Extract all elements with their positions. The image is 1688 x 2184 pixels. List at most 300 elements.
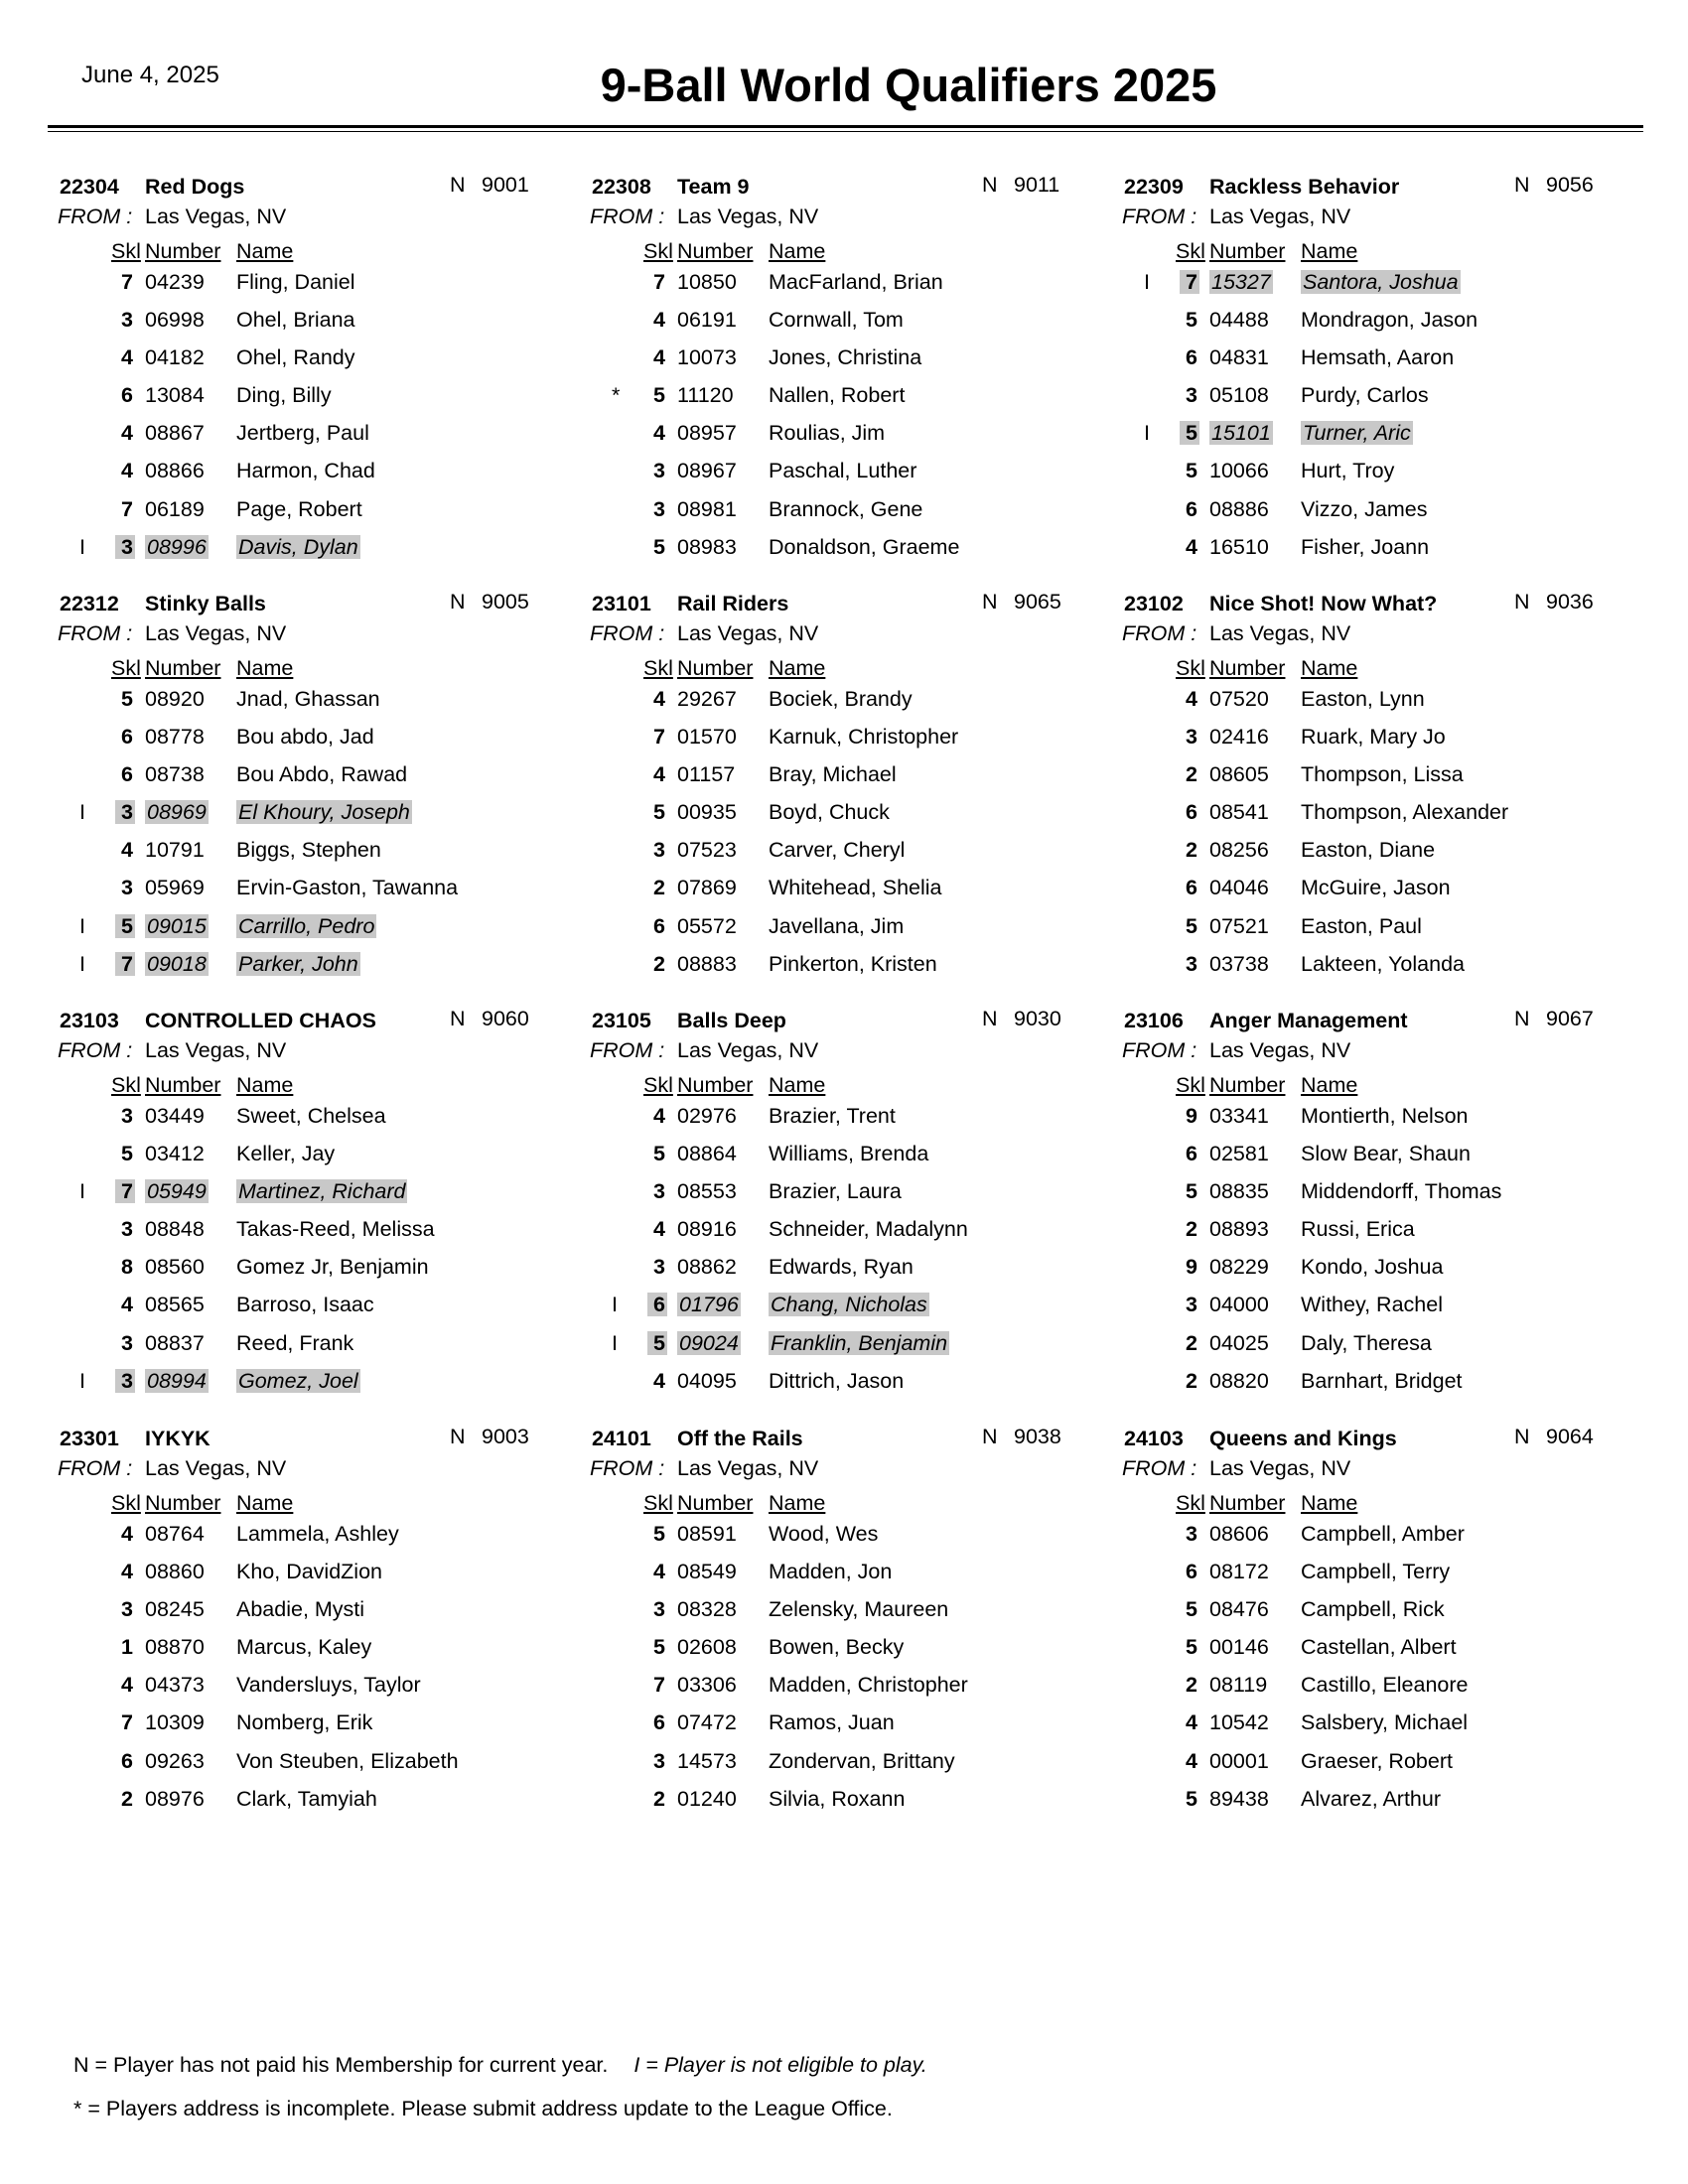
from-label: FROM : <box>1122 1456 1197 1480</box>
player-skill: 4 <box>121 459 133 483</box>
player-name: El Khoury, Joseph <box>238 800 410 825</box>
from-city: Las Vegas, NV <box>145 1456 287 1480</box>
player-row <box>1124 1749 1640 1787</box>
player-skill: 3 <box>1186 383 1197 408</box>
player-name: Karnuk, Christopher <box>769 725 959 750</box>
team-from <box>60 1038 457 1066</box>
player-skill: 2 <box>653 951 665 976</box>
player-number: 08957 <box>677 421 737 446</box>
team-header <box>1124 1427 1640 1456</box>
player-row <box>60 535 576 573</box>
from-city: Las Vegas, NV <box>677 1038 819 1062</box>
column-headers <box>60 656 457 682</box>
column-headers <box>1124 1491 1521 1517</box>
player-number: 16510 <box>1209 534 1269 559</box>
player-row <box>1124 421 1640 459</box>
team-from <box>60 1456 457 1484</box>
from-city: Las Vegas, NV <box>1209 1456 1351 1480</box>
player-name: Castillo, Eleanore <box>1301 1673 1469 1698</box>
player-number: 04182 <box>145 345 205 370</box>
player-number: 06998 <box>145 308 205 333</box>
player-row <box>592 1560 1108 1597</box>
player-name: Brannock, Gene <box>769 496 923 521</box>
player-name: Brazier, Trent <box>769 1104 896 1128</box>
player-number: 08591 <box>677 1522 737 1546</box>
player-number: 08981 <box>677 496 737 521</box>
column-headers <box>60 1491 457 1517</box>
player-skill: 7 <box>121 1710 133 1735</box>
team-header <box>592 1427 1108 1456</box>
skill-header: Skl <box>111 239 141 263</box>
player-number: 89438 <box>1209 1786 1269 1811</box>
team-from <box>1124 621 1521 649</box>
column-headers <box>1124 656 1521 682</box>
player-name: Jertberg, Paul <box>236 421 369 446</box>
player-skill: 3 <box>1186 725 1197 750</box>
player-list <box>592 1522 1108 1825</box>
player-flag: I <box>612 1330 618 1355</box>
player-skill: 6 <box>1186 496 1197 521</box>
player-skill: 4 <box>653 1560 665 1584</box>
player-name: Zondervan, Brittany <box>769 1748 955 1773</box>
player-skill: 7 <box>115 1179 135 1203</box>
player-flag: I <box>79 534 85 559</box>
team-division-number: 9065 <box>1014 590 1061 614</box>
from-city: Las Vegas, NV <box>1209 1038 1351 1062</box>
player-list <box>1124 1104 1640 1407</box>
player-number: 08916 <box>677 1217 737 1242</box>
player-skill: 6 <box>121 762 133 787</box>
player-skill: 6 <box>121 1748 133 1773</box>
player-list <box>592 270 1108 573</box>
name-header: Name <box>1301 1491 1358 1515</box>
player-row <box>592 1293 1108 1330</box>
player-row <box>1124 725 1640 762</box>
player-row <box>60 838 576 876</box>
player-row <box>60 762 576 800</box>
team-name: Stinky Balls <box>145 592 266 615</box>
skill-header: Skl <box>1176 1491 1205 1515</box>
player-skill: 7 <box>115 952 135 976</box>
player-skill: 4 <box>653 687 665 711</box>
player-number: 08920 <box>145 687 205 711</box>
player-name: Slow Bear, Shaun <box>1301 1142 1471 1166</box>
player-name: Clark, Tamyiah <box>236 1786 377 1811</box>
player-number: 08976 <box>145 1786 205 1811</box>
player-skill: 1 <box>121 1635 133 1660</box>
player-skill: 5 <box>1180 421 1199 445</box>
from-label: FROM : <box>58 1038 133 1062</box>
number-header: Number <box>145 1073 221 1097</box>
player-row <box>1124 838 1640 876</box>
player-name: Bou Abdo, Rawad <box>236 762 408 787</box>
player-row <box>1124 1560 1640 1597</box>
player-number: 04373 <box>145 1673 205 1698</box>
name-header: Name <box>236 1073 294 1097</box>
player-name: Donaldson, Graeme <box>769 534 960 559</box>
player-number: 05108 <box>1209 383 1269 408</box>
player-name: Russi, Erica <box>1301 1217 1415 1242</box>
team-from <box>592 1456 989 1484</box>
player-list <box>592 1104 1108 1407</box>
player-number: 00146 <box>1209 1635 1269 1660</box>
player-skill: 7 <box>653 725 665 750</box>
player-skill: 4 <box>121 421 133 446</box>
player-row <box>592 1255 1108 1293</box>
team-header <box>1124 1009 1640 1038</box>
from-label: FROM : <box>1122 621 1197 645</box>
player-number: 08893 <box>1209 1217 1269 1242</box>
name-header: Name <box>1301 239 1358 263</box>
player-name: Alvarez, Arthur <box>1301 1786 1441 1811</box>
player-name: Lakteen, Yolanda <box>1301 951 1465 976</box>
player-skill: 9 <box>1186 1104 1197 1128</box>
player-flag: I <box>79 951 85 976</box>
team-id: 23105 <box>592 1009 651 1032</box>
player-row <box>1124 1142 1640 1179</box>
player-row <box>1124 762 1640 800</box>
player-name: Hemsath, Aaron <box>1301 345 1455 370</box>
player-list <box>1124 1522 1640 1825</box>
player-name: Kondo, Joshua <box>1301 1255 1444 1280</box>
player-row <box>60 1331 576 1369</box>
name-header: Name <box>769 1491 826 1515</box>
skill-header: Skl <box>1176 656 1205 680</box>
player-number: 01796 <box>679 1293 739 1317</box>
player-row <box>1124 383 1640 421</box>
player-name: Von Steuben, Elizabeth <box>236 1748 459 1773</box>
team-name: Nice Shot! Now What? <box>1209 592 1438 615</box>
player-number: 05969 <box>145 876 205 900</box>
player-number: 08883 <box>677 951 737 976</box>
player-skill: 4 <box>1186 687 1197 711</box>
player-number: 07520 <box>1209 687 1269 711</box>
team-header <box>592 175 1108 205</box>
player-name: Campbell, Rick <box>1301 1597 1445 1622</box>
player-name: Ohel, Randy <box>236 345 355 370</box>
membership-flag: N <box>450 173 466 197</box>
team-block <box>60 175 576 582</box>
player-list <box>60 687 576 990</box>
player-number: 08866 <box>145 459 205 483</box>
player-number: 08996 <box>147 534 207 559</box>
skill-header: Skl <box>643 1073 673 1097</box>
team-block <box>1124 1427 1640 1834</box>
player-name: Ohel, Briana <box>236 308 355 333</box>
from-city: Las Vegas, NV <box>1209 205 1351 228</box>
player-skill: 5 <box>1186 1179 1197 1204</box>
player-row <box>60 952 576 990</box>
player-name: Bou abdo, Jad <box>236 725 374 750</box>
player-row <box>60 1635 576 1673</box>
skill-header: Skl <box>111 656 141 680</box>
from-city: Las Vegas, NV <box>1209 621 1351 645</box>
team-id: 22312 <box>60 592 119 615</box>
legend-line-1 <box>73 2053 927 2078</box>
player-number: 08565 <box>145 1293 205 1317</box>
player-name: Gomez Jr, Benjamin <box>236 1255 429 1280</box>
player-number: 09018 <box>147 951 207 976</box>
player-name: Javellana, Jim <box>769 913 905 938</box>
player-name: Graeser, Robert <box>1301 1748 1453 1773</box>
number-header: Number <box>145 1491 221 1515</box>
player-skill: 3 <box>653 838 665 863</box>
player-skill: 5 <box>653 534 665 559</box>
team-header <box>60 175 576 205</box>
team-block <box>60 1009 576 1416</box>
player-row <box>592 762 1108 800</box>
player-row <box>1124 1104 1640 1142</box>
team-division-number: 9060 <box>482 1007 529 1030</box>
team-block <box>592 592 1108 999</box>
player-name: Easton, Diane <box>1301 838 1436 863</box>
player-row <box>60 1293 576 1330</box>
skill-header: Skl <box>643 239 673 263</box>
player-name: Brazier, Laura <box>769 1179 902 1204</box>
player-number: 06189 <box>145 496 205 521</box>
player-number: 13084 <box>145 383 205 408</box>
team-id: 22309 <box>1124 175 1184 199</box>
player-row <box>1124 952 1640 990</box>
membership-flag: N <box>450 1007 466 1030</box>
player-number: 14573 <box>677 1748 737 1773</box>
player-row <box>1124 345 1640 383</box>
player-row <box>60 1787 576 1825</box>
player-number: 04831 <box>1209 345 1269 370</box>
player-number: 10066 <box>1209 459 1269 483</box>
player-skill: 5 <box>647 1331 667 1355</box>
player-name: Page, Robert <box>236 496 362 521</box>
player-flag: I <box>1144 421 1150 446</box>
membership-flag: N <box>1514 590 1530 614</box>
player-name: Zelensky, Maureen <box>769 1597 949 1622</box>
player-number: 10791 <box>145 838 205 863</box>
player-skill: 5 <box>115 914 135 938</box>
player-row <box>60 1673 576 1710</box>
player-number: 08778 <box>145 725 205 750</box>
team-block <box>1124 175 1640 582</box>
player-name: Biggs, Stephen <box>236 838 381 863</box>
team-id: 22308 <box>592 175 651 199</box>
player-row <box>592 497 1108 535</box>
player-number: 10073 <box>677 345 737 370</box>
team-name: Queens and Kings <box>1209 1427 1397 1450</box>
player-skill: 4 <box>121 1673 133 1698</box>
player-skill: 3 <box>653 496 665 521</box>
player-skill: 3 <box>121 1104 133 1128</box>
player-skill: 5 <box>1186 1597 1197 1622</box>
player-row <box>592 1673 1108 1710</box>
player-number: 08886 <box>1209 496 1269 521</box>
player-list <box>60 1522 576 1825</box>
player-name: Nallen, Robert <box>769 383 906 408</box>
team-name: CONTROLLED CHAOS <box>145 1009 376 1032</box>
player-row <box>60 1597 576 1635</box>
player-name: Madden, Christopher <box>769 1673 968 1698</box>
player-name: Thompson, Alexander <box>1301 800 1509 825</box>
column-headers <box>60 1073 457 1099</box>
team-division-number: 9056 <box>1546 173 1594 197</box>
team-block <box>60 592 576 999</box>
name-header: Name <box>236 656 294 680</box>
player-number: 03738 <box>1209 951 1269 976</box>
number-header: Number <box>1209 656 1286 680</box>
from-city: Las Vegas, NV <box>145 621 287 645</box>
player-flag: I <box>79 913 85 938</box>
player-number: 05949 <box>147 1179 207 1204</box>
player-row <box>592 800 1108 838</box>
player-row <box>1124 535 1640 573</box>
player-row <box>60 308 576 345</box>
player-name: Carver, Cheryl <box>769 838 906 863</box>
player-skill: 4 <box>653 762 665 787</box>
player-name: Ruark, Mary Jo <box>1301 725 1446 750</box>
column-headers <box>1124 1073 1521 1099</box>
player-name: Keller, Jay <box>236 1142 336 1166</box>
player-number: 08172 <box>1209 1560 1269 1584</box>
legend-line-2 <box>73 2097 893 2121</box>
player-row <box>592 1522 1108 1560</box>
player-row <box>1124 1293 1640 1330</box>
number-header: Number <box>677 1491 754 1515</box>
player-flag: I <box>1144 270 1150 294</box>
player-row <box>592 1217 1108 1255</box>
player-skill: 3 <box>653 459 665 483</box>
player-row <box>1124 1369 1640 1407</box>
player-name: Salsbery, Michael <box>1301 1710 1469 1735</box>
team-division-number: 9011 <box>1014 173 1060 197</box>
player-skill: 5 <box>1186 308 1197 333</box>
player-skill: 3 <box>115 535 135 559</box>
player-name: Parker, John <box>238 951 358 976</box>
player-skill: 5 <box>653 1635 665 1660</box>
player-name: Ding, Billy <box>236 383 332 408</box>
player-name: Daly, Theresa <box>1301 1330 1432 1355</box>
player-name: Abadie, Mysti <box>236 1597 365 1622</box>
player-skill: 5 <box>1186 1786 1197 1811</box>
from-label: FROM : <box>1122 1038 1197 1062</box>
membership-flag: N <box>450 590 466 614</box>
player-name: Boyd, Chuck <box>769 800 890 825</box>
player-skill: 3 <box>121 308 133 333</box>
player-flag: I <box>79 1368 85 1393</box>
player-number: 08969 <box>147 800 207 825</box>
header-rule-thin <box>48 131 1643 132</box>
player-skill: 3 <box>1186 951 1197 976</box>
player-number: 01570 <box>677 725 737 750</box>
player-skill: 6 <box>653 1710 665 1735</box>
player-number: 08476 <box>1209 1597 1269 1622</box>
player-row <box>592 383 1108 421</box>
player-skill: 4 <box>653 421 665 446</box>
membership-flag: N <box>1514 1007 1530 1030</box>
player-skill: 5 <box>653 383 665 408</box>
from-label: FROM : <box>58 621 133 645</box>
column-headers <box>592 656 989 682</box>
team-division-number: 9005 <box>482 590 529 614</box>
player-name: Sweet, Chelsea <box>236 1104 386 1128</box>
player-skill: 4 <box>1186 1748 1197 1773</box>
team-block <box>1124 592 1640 999</box>
from-label: FROM : <box>58 1456 133 1480</box>
player-skill: 5 <box>1186 1635 1197 1660</box>
player-flag: * <box>612 383 621 408</box>
player-row <box>592 1331 1108 1369</box>
team-block <box>1124 1009 1640 1416</box>
player-number: 15101 <box>1211 421 1271 446</box>
skill-header: Skl <box>1176 1073 1205 1097</box>
player-name: Takas-Reed, Melissa <box>236 1217 435 1242</box>
team-division-number: 9038 <box>1014 1425 1061 1448</box>
player-number: 08860 <box>145 1560 205 1584</box>
player-name: Montierth, Nelson <box>1301 1104 1469 1128</box>
from-city: Las Vegas, NV <box>677 205 819 228</box>
player-skill: 5 <box>121 687 133 711</box>
player-skill: 7 <box>121 496 133 521</box>
player-row <box>592 952 1108 990</box>
player-skill: 3 <box>121 1330 133 1355</box>
player-number: 05572 <box>677 913 737 938</box>
team-id: 23101 <box>592 592 651 615</box>
player-number: 09024 <box>679 1330 739 1355</box>
player-name: Hurt, Troy <box>1301 459 1395 483</box>
player-skill: 2 <box>653 876 665 900</box>
player-row <box>592 1369 1108 1407</box>
player-row <box>1124 1217 1640 1255</box>
player-row <box>60 1522 576 1560</box>
team-block <box>592 175 1108 582</box>
membership-flag: N <box>982 1425 998 1448</box>
player-skill: 4 <box>653 1368 665 1393</box>
team-header <box>1124 175 1640 205</box>
player-skill: 4 <box>121 838 133 863</box>
team-name: Balls Deep <box>677 1009 786 1032</box>
player-name: Campbell, Amber <box>1301 1522 1465 1546</box>
player-skill: 6 <box>1186 1142 1197 1166</box>
membership-flag: N <box>982 173 998 197</box>
player-name: Reed, Frank <box>236 1330 354 1355</box>
player-number: 08560 <box>145 1255 205 1280</box>
team-name: Red Dogs <box>145 175 245 199</box>
player-skill: 7 <box>653 1673 665 1698</box>
player-name: Nomberg, Erik <box>236 1710 373 1735</box>
player-list <box>592 687 1108 990</box>
player-number: 09015 <box>147 913 207 938</box>
skill-header: Skl <box>643 1491 673 1515</box>
team-division-number: 9064 <box>1546 1425 1594 1448</box>
column-headers <box>592 1491 989 1517</box>
player-name: Harmon, Chad <box>236 459 375 483</box>
player-row <box>1124 1597 1640 1635</box>
player-row <box>1124 1522 1640 1560</box>
player-row <box>1124 914 1640 952</box>
team-id: 24103 <box>1124 1427 1184 1450</box>
player-row <box>60 1142 576 1179</box>
player-skill: 2 <box>1186 1217 1197 1242</box>
player-number: 04239 <box>145 270 205 294</box>
player-number: 03341 <box>1209 1104 1269 1128</box>
player-name: Jnad, Ghassan <box>236 687 380 711</box>
player-row <box>592 1749 1108 1787</box>
player-name: Turner, Aric <box>1303 421 1411 446</box>
player-number: 08862 <box>677 1255 737 1280</box>
player-row <box>1124 1331 1640 1369</box>
player-name: Middendorff, Thomas <box>1301 1179 1502 1204</box>
player-skill: 3 <box>115 1369 135 1393</box>
player-number: 08835 <box>1209 1179 1269 1204</box>
player-number: 07521 <box>1209 913 1269 938</box>
player-row <box>1124 308 1640 345</box>
